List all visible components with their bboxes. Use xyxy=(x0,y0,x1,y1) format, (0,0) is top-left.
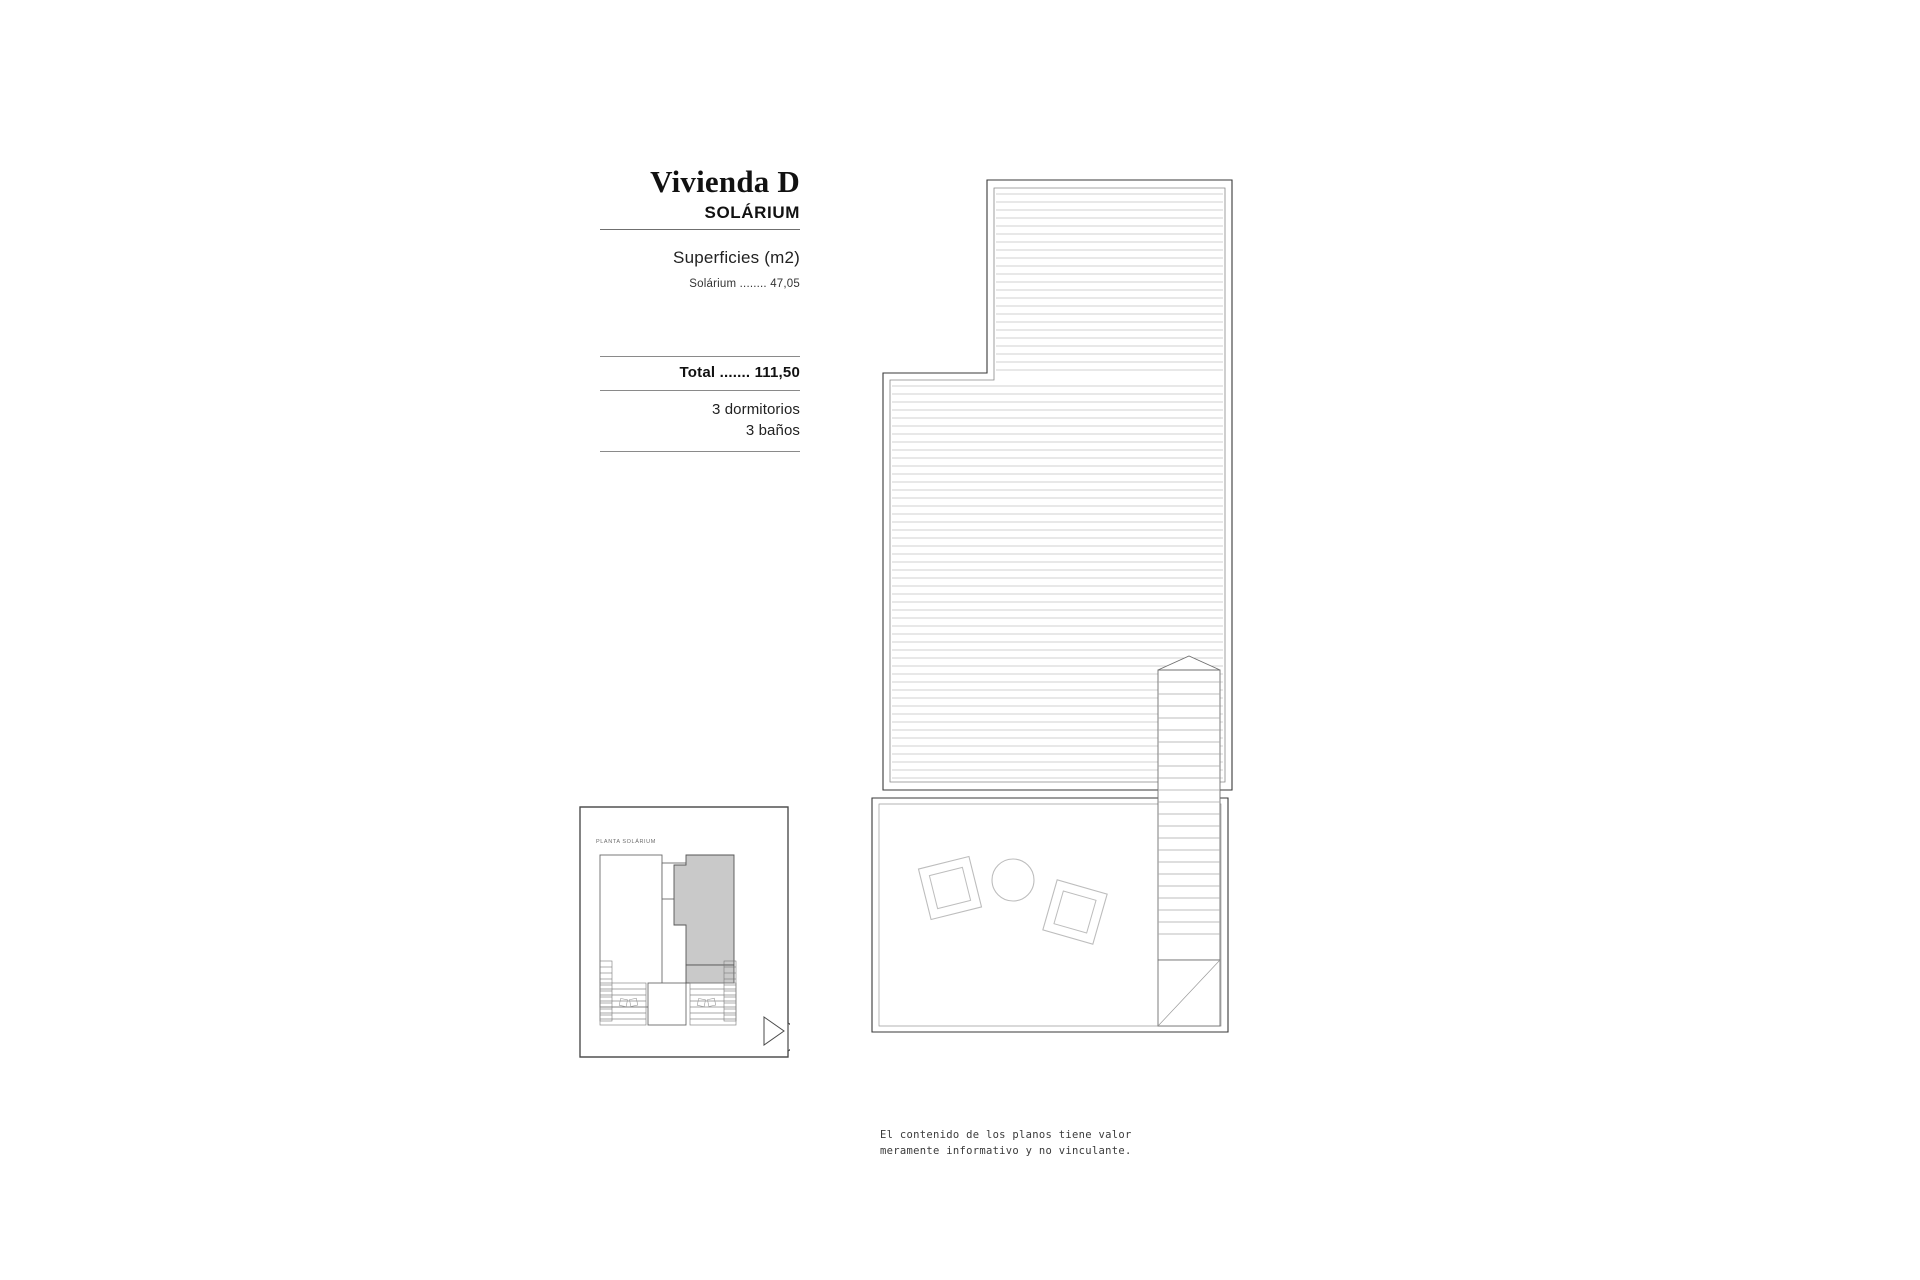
rooms-block xyxy=(600,391,800,451)
divider-below-rooms xyxy=(600,451,800,452)
disclaimer-line-1: El contenido de los planos tiene valor xyxy=(880,1129,1132,1141)
disclaimer-line-2: meramente informativo y no vinculante. xyxy=(880,1145,1132,1158)
keyplan-highlight-unit-d-extra xyxy=(686,965,734,983)
page-subtitle: SOLÁRIUM xyxy=(704,203,800,223)
spacer xyxy=(600,290,800,356)
keyplan-drawing xyxy=(578,805,790,1060)
page-title: Vivienda D xyxy=(650,164,800,199)
rooms-bathrooms: 3 baños xyxy=(745,422,800,440)
total-row: Total ....... 111,50 xyxy=(679,364,800,382)
surfaces-heading: Superficies (m2) xyxy=(673,248,800,268)
info-panel xyxy=(600,165,800,452)
divider-under-subtitle xyxy=(600,229,800,230)
floorplan xyxy=(870,170,1260,1070)
keyplan xyxy=(578,805,790,1060)
rooms-bedrooms: 3 dormitorios xyxy=(712,401,800,419)
surface-row-solarium: Solárium ........ 47,05 xyxy=(689,278,800,291)
floorplan-drawing xyxy=(870,170,1260,1070)
round-table-icon xyxy=(992,859,1034,901)
stair-outline xyxy=(1158,670,1220,960)
disclaimer xyxy=(880,1127,1210,1160)
keyplan-label: PLANTA SOLÁRIUM xyxy=(596,839,656,845)
staircase xyxy=(1158,656,1220,1026)
keyplan-block-mid-bottom xyxy=(648,983,686,1025)
